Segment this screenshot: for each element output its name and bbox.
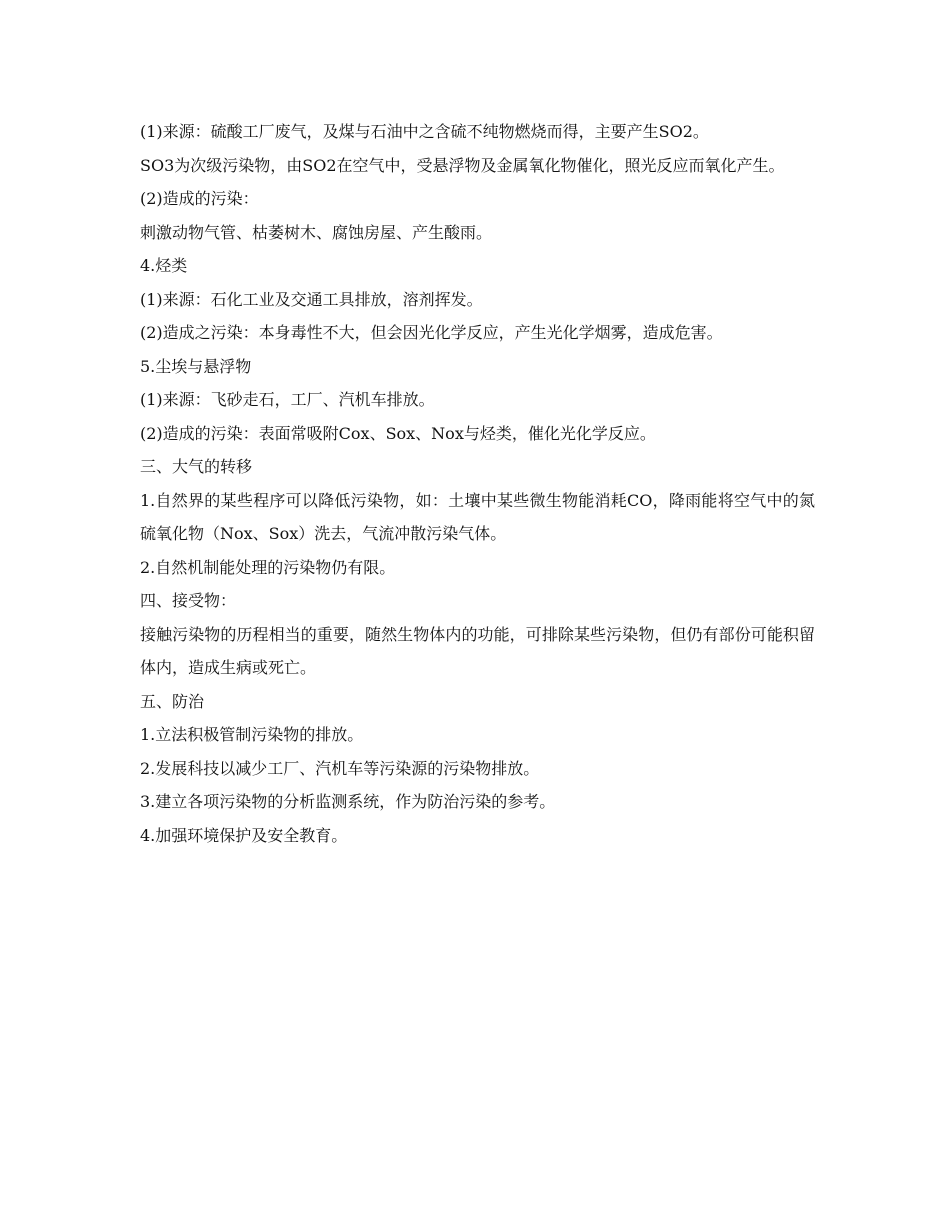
section-receptors-heading: 四、接受物： [140, 591, 237, 610]
paragraph-hydrocarbons-source: (1)来源：石化工业及交通工具排放，溶剂挥发。 [140, 289, 483, 309]
section-dust-heading: 5.尘埃与悬浮物 [140, 356, 252, 376]
section-atmosphere-transfer-heading: 三、大气的转移 [140, 457, 253, 476]
paragraph-dust-pollution: (2)造成的污染：表面常吸附Cox、Sox、Nox与烃类，催化光化学反应。 [140, 423, 656, 443]
paragraph-dust-source: (1)来源：飞砂走石，工厂、汽机车排放。 [140, 390, 435, 409]
paragraph-so3-secondary: SO3为次级污染物，由SO2在空气中，受悬浮物及金属氧化物催化，照光反应而氧化产生。 [140, 155, 785, 175]
section-hydrocarbons-heading: 4.烃类 [140, 256, 188, 275]
section-prevention-heading: 五、防治 [140, 691, 205, 711]
paragraph-prevention-education: 4.加强环境保护及安全教育。 [140, 825, 348, 845]
paragraph-natural-processes: 1.自然界的某些程序可以降低污染物，如：土壤中某些微生物能消耗CO，降雨能将空气中的氮硫氧化物（Nox、Sox）洗去，气流冲散污染气体。 [140, 490, 815, 543]
paragraph-prevention-legislation: 1.立法积极管制污染物的排放。 [140, 725, 364, 744]
paragraph-natural-limits: 2.自然机制能处理的污染物仍有限。 [140, 557, 396, 577]
paragraph-so2-source: (1)来源：硫酸工厂废气，及煤与石油中之含硫不纯物燃烧而得，主要产生SO2。 [140, 122, 709, 141]
paragraph-receptors-exposure: 接触污染物的历程相当的重要，随然生物体内的功能，可排除某些污染物，但仍有部份可能积留体内，造成生病或死亡。 [140, 624, 815, 677]
paragraph-prevention-monitoring: 3.建立各项污染物的分析监测系统，作为防治污染的参考。 [140, 792, 556, 811]
paragraph-sulfur-pollution-effects: 刺激动物气管、枯萎树木、腐蚀房屋、产生酸雨。 [140, 222, 493, 242]
paragraph-sulfur-pollution-heading: (2)造成的污染： [140, 189, 259, 208]
document-body [140, 115, 815, 852]
paragraph-hydrocarbons-pollution: (2)造成之污染：本身毒性不大，但会因光化学反应，产生光化学烟雾，造成危害。 [140, 323, 723, 342]
paragraph-prevention-technology: 2.发展科技以减少工厂、汽机车等污染源的污染物排放。 [140, 758, 540, 778]
